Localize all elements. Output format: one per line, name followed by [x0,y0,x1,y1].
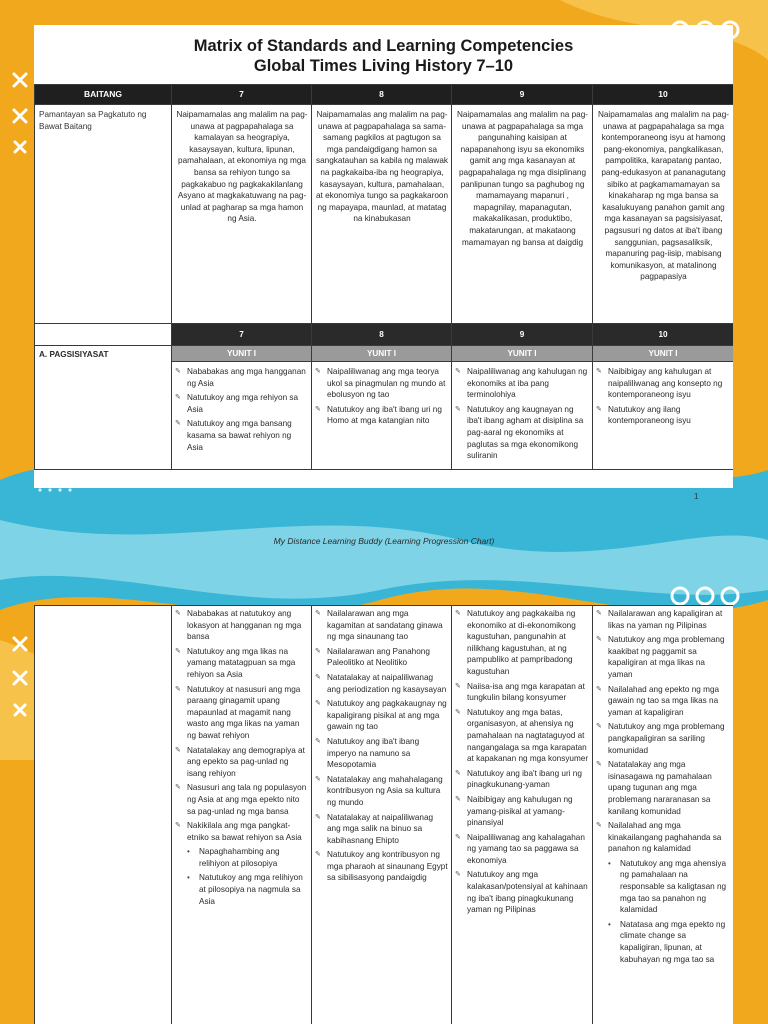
grade-cell: 8 [312,324,452,346]
competency-item: ✎ Natutukoy ang mga problemang kaakibat ng paggamit sa kapaligiran at mga likas na yaman [596,634,730,680]
competency-item: ✎ Natutukoy ang iba't ibang uri ng Homo at mga katangian nito [315,404,448,427]
blank-cell [35,606,172,1024]
competency-item: ✎ Natutukoy ang mga batas, organisasyon, at ahensiya ng pamahalaan na nagtataguyod at nangangalaga sa mga karapatan at kapakanan ng mga konsyumer [455,707,589,765]
grade-cell: 9 [452,324,593,346]
section-label: A. PAGSISIYASAT [35,346,172,470]
competency-cell [593,362,734,470]
grade-cell: 7 [172,324,312,346]
competency-item: ✎ Natutukoy ang kontribusyon ng mga pharaoh at sinaunang Egypt sa sibilisasyong pandaigdig [315,849,448,884]
competency-item: ✎ Natutukoy ang mga bansang kasama sa bawat rehiyon ng Asia [175,418,308,453]
grade-row [35,324,734,346]
competency-item: ✎ Naiisa-isa ang mga karapatan at tungkulin bilang konsyumer [455,681,589,704]
competency-item: ✎ Natutukoy ang iba't ibang imperyo na namuno sa Mesopotamia [315,736,448,771]
competency-item: ✎ Natatalakay ang mga isinasagawa ng pamahalaan upang tugunan ang mga problemang nararanasan sa kanilang komunidad [596,759,730,817]
standard-cell: Naipamamalas ang malalim na pag-unawa at pagpapahalaga sa mga kontemporaneong isyu at hamong pang-ekonomiya, pangkalikasan, pampolitika, karapatang pantao, pang-edukasyon at pananagutang sibiko at pagkamamamayan sa kinakaharap ng mga bansa sa kasalukuyang panahon gamit ang mga kasanayan sa pagsisiyasat, pagsusuri ng datos at iba't ibang sanggunian, pagsasaliksik, mapanuring pag-iisip, mabisang komunikasyon, at matalinong pagpapasiya [593,105,734,324]
competency-cell [312,606,452,1024]
title-line-1: Matrix of Standards and Learning Competencies [193,37,574,55]
standard-cell: Naipamamalas ang malalim na pag-unawa at pagpapahalaga sa mga pangunahing kaisipan at napapanahong isyu sa ekonomiks gamit ang mga kasanayan at pagpapahalaga ng mga disiplinang panlipunan tungo sa paghubog ng mamamayang mapanuri , mapagnilay, mapanagutan, makakalikasan, produktibo, makatarungan, at makataong mamamayan ng bansa at daigdig [452,105,593,324]
competency-item: ✎ Naipaliliwanag ang kahulugan ng ekonomiks at iba pang terminolohiya [455,366,589,401]
competency-item: ✎ Nailalahad ang mga kinakailangang paghahanda sa panahon ng kalamidad [596,820,730,855]
blank-cell [35,324,172,346]
competency-item: ✎ Natutukoy ang mga problemang pangkapaligiran sa sariling komunidad [596,721,730,756]
competency-item: ✎ Natatalakay at naipaliliwanag ang periodization ng kasaysayan [315,672,448,695]
competency-cell [452,606,593,1024]
competency-item: ✎ Natutukoy ang iba't ibang uri ng pinagkukunang-yaman [455,768,589,791]
header-cell: 7 [172,85,312,105]
unit-label: YUNIT I [172,346,312,362]
competency-item: ✎ Natutukoy ang kaugnayan ng iba't ibang agham at disiplina sa pag-aaral ng ekonomiks at paglutas sa mga ekonomikong suliranin [455,404,589,462]
competency-item: ✎ Naipaliliwanag ang kahalagahan ng yamang tao sa paggawa sa ekonomiya [455,832,589,867]
competency-item: ✎ Nasusuri ang tala ng populasyon ng Asia at ang mga epekto nito sa pag-unlad ng mga bansa [175,782,308,817]
document-page-2 [34,605,733,1024]
competency-cell [452,362,593,470]
unit-label: YUNIT I [452,346,593,362]
competency-subitem: • Natutukoy ang mga ahensiya ng pamahalaan na responsable sa kaligtasan ng mga tao sa panahon ng kalamidad [596,858,730,916]
competency-item: ✎ Nakikilala ang mga pangkat-etniko sa bawat rehiyon sa Asia [175,820,308,843]
competency-subitem: • Natatasa ang mga epekto ng climate change sa kapaligiran, lipunan, at kabuhayan ng mga tao sa [596,919,730,965]
header-cell: 10 [593,85,734,105]
competency-item: ✎ Naipaliliwanag ang mga teorya ukol sa pinagmulan ng mundo at ebolusyon ng tao [315,366,448,401]
header-cell: 9 [452,85,593,105]
header-cell: 8 [312,85,452,105]
title-line-2: Global Times Living History 7–10 [253,57,514,75]
header-row [35,85,734,105]
standards-row [35,105,734,324]
competency-item: ✎ Nailalarawan ang Panahong Paleolitiko at Neolitiko [315,646,448,669]
competency-cell [172,362,312,470]
competency-matrix-continued [34,605,733,1024]
competency-item: ✎ Nababakas ang mga hangganan ng Asia [175,366,308,389]
competency-item: ✎ Natutukoy ang mga rehiyon sa Asia [175,392,308,415]
competency-subitem: • Natutukoy ang mga relihiyon at pilosopiya na nagmula sa Asia [175,872,308,907]
competencies-row [35,606,734,1024]
competency-item: ✎ Natutukoy ang ilang kontemporaneong isyu [596,404,730,427]
competency-item: ✎ Nailalarawan ang kapaligiran at likas na yaman ng Pilipinas [596,608,730,631]
unit-label: YUNIT I [593,346,734,362]
document-title [34,25,733,84]
page-caption: My Distance Learning Buddy (Learning Progression Chart) [273,536,495,546]
competency-subitem: • Napaghahambing ang relihiyon at pilosopiya [175,846,308,869]
competency-cell [312,362,452,470]
competency-item: ✎ Nababakas at natutukoy ang lokasyon at hangganan ng mga bansa [175,608,308,643]
competency-cell [593,606,734,1024]
header-cell: BAITANG [35,85,172,105]
competency-item: ✎ Natutukoy at nasusuri ang mga paraang ginagamit upang mapaunlad at magamit nang wasto ang mga likas na yaman ng bawat rehiyon [175,684,308,742]
standard-cell: Naipamamalas ang malalim na pag-unawa at pagpapahalaga sa sama-samang pagkilos at pagtugon sa mga pandaigdigang hamon sa sangkatauhan sa kabila ng malawak na pagkakaiba-iba ng heograpiya, kasaysayan, kultura, pamahalaan, at ekonomiya tungo sa pagkakaroon ng mapayapa, maunlad, at matatag na kinabukasan [312,105,452,324]
competency-item: ✎ Natutukoy ang mga likas na yamang matatagpuan sa mga rehiyon sa Asia [175,646,308,681]
page-number: 1 [694,492,699,501]
competency-matrix [34,84,733,470]
competency-item: ✎ Natutukoy ang pagkakaugnay ng kapaligirang pisikal at ang mga gawain ng tao [315,698,448,733]
competency-item: ✎ Natatalakay ang mahahalagang kontribusyon ng Asia sa kultura ng mundo [315,774,448,809]
competency-item: ✎ Natatalakay ang demograpiya at ang epekto sa pag-unlad ng isang rehiyon [175,745,308,780]
competency-item: ✎ Nailalahad ang epekto ng mga gawain ng tao sa mga likas na yaman at kapaligiran [596,684,730,719]
competency-item: ✎ Natutukoy ang pagkakaiba ng ekonomiko at di-ekonomikong kagustuhan, pangunahin at nilikhang kagustuhan, at ng pampubliko at pampribadong kagustuhan [455,608,589,678]
competency-item: ✎ Naibibigay ang kahulugan ng yamang-pisikal at yamang-pinansiyal [455,794,589,829]
competency-item: ✎ Natatalakay at naipaliliwanag ang mga salik na binuo sa kabihasnang Ehipto [315,812,448,847]
document-page-1 [34,25,733,488]
competency-item: ✎ Natutukoy ang mga kalakasan/potensiyal at kahinaan ng iba't ibang pinagkukunang yaman ng Pilipinas [455,869,589,915]
unit-row [35,346,734,362]
unit-label: YUNIT I [312,346,452,362]
standard-cell: Naipamamalas ang malalim na pag-unawa at pagpapahalaga sa kamalayan sa heograpiya, kasaysayan, kultura, lipunan, pamahalaan, at ekonomiya ng mga bansa sa rehiyon tungo sa pagkakabuo ng pagkakakilanlang Asyano at magkakatuwang na pag-unlad at pagharap sa mga hamon ng Asia. [172,105,312,324]
competency-item: ✎ Nailalarawan ang mga kagamitan at sandatang ginawa ng mga sinaunang tao [315,608,448,643]
grade-cell: 10 [593,324,734,346]
competency-cell [172,606,312,1024]
standards-label: Pamantayan sa Pagkatuto ng Bawat Baitang [35,105,172,324]
competency-item: ✎ Naibibigay ang kahulugan at naipaliliwanag ang konsepto ng kontemporaneong isyu [596,366,730,401]
